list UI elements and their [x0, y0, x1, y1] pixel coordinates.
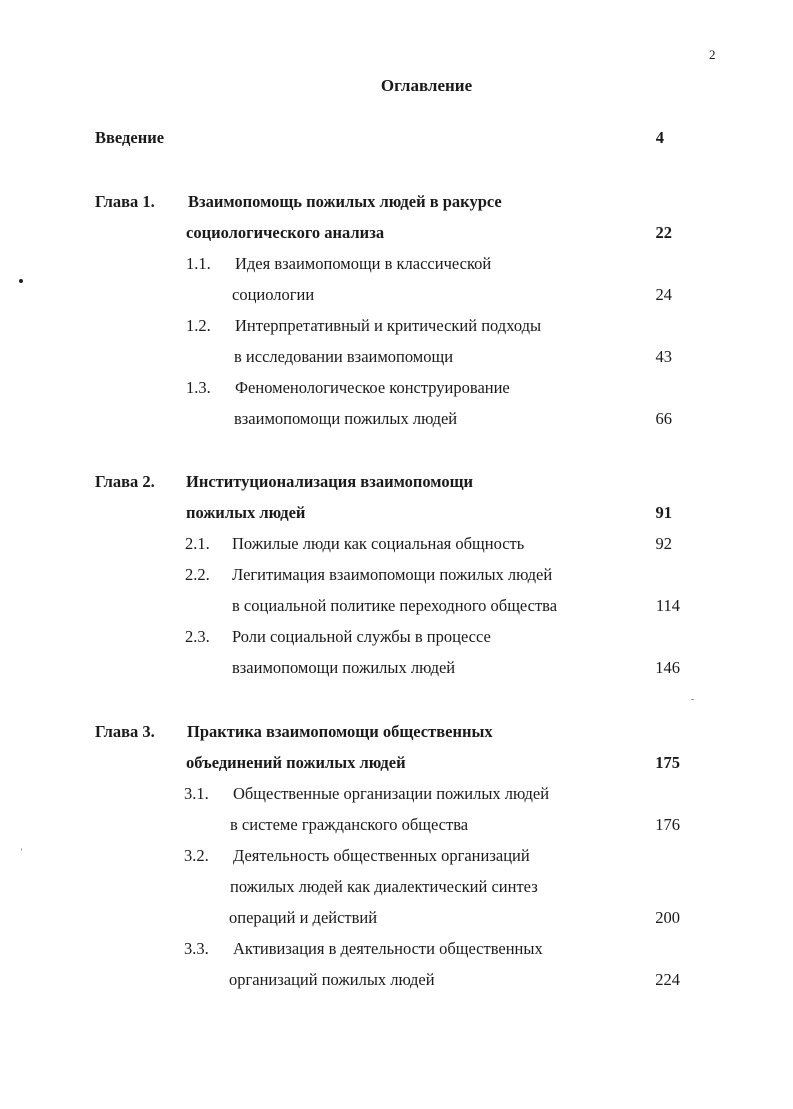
- toc-intro-page: 4: [655, 128, 664, 147]
- section-page: 224: [655, 970, 680, 989]
- section-page: 146: [655, 658, 680, 677]
- section-number: 2.1.: [185, 534, 210, 553]
- chapter-label: Глава 3.: [95, 722, 155, 741]
- chapter-page: 91: [655, 503, 672, 522]
- section-line: в исследовании взаимопомощи: [234, 347, 454, 366]
- section-line: в системе гражданского общества: [230, 815, 469, 834]
- toc-intro-label: Введение: [95, 128, 165, 147]
- section-page: 24: [655, 285, 672, 304]
- section-page: 176: [655, 815, 680, 834]
- chapter-title-line: социологического анализа: [186, 223, 385, 242]
- section-page: 43: [655, 347, 672, 366]
- chapter-page: 175: [655, 753, 680, 772]
- chapter-title-line: объединений пожилых людей: [186, 753, 406, 772]
- section-number: 3.1.: [184, 784, 209, 803]
- chapter-page: 22: [655, 223, 672, 242]
- section-line: Идея взаимопомощи в классической: [235, 254, 492, 273]
- section-line: Роли социальной службы в процессе: [232, 627, 491, 646]
- section-line: организаций пожилых людей: [229, 970, 435, 989]
- chapter-label: Глава 2.: [95, 472, 155, 491]
- section-line: Легитимация взаимопомощи пожилых людей: [232, 565, 553, 584]
- chapter-label: Глава 1.: [95, 192, 155, 211]
- section-page: 66: [655, 409, 672, 428]
- section-line: Интерпретативный и критический подходы: [235, 316, 542, 335]
- section-page: 92: [655, 534, 672, 553]
- chapter-title-line: пожилых людей: [186, 503, 306, 522]
- scan-speck: [691, 699, 694, 700]
- section-number: 2.2.: [185, 565, 210, 584]
- chapter-title-line: Практика взаимопомощи общественных: [187, 722, 493, 741]
- section-page: 114: [655, 596, 680, 615]
- section-number: 2.3.: [185, 627, 210, 646]
- page-number: 2: [709, 47, 716, 62]
- scan-speck: [21, 848, 22, 851]
- section-line: операций и действий: [229, 908, 378, 927]
- chapter-title-line: Институционализация взаимопомощи: [186, 472, 474, 491]
- section-line: Деятельность общественных организаций: [233, 846, 530, 865]
- section-number: 3.2.: [184, 846, 209, 865]
- section-line: взаимопомощи пожилых людей: [234, 409, 458, 428]
- section-number: 1.2.: [186, 316, 211, 335]
- section-page: 200: [655, 908, 680, 927]
- section-line: Активизация в деятельности общественных: [233, 939, 543, 958]
- chapter-title-line: Взаимопомощь пожилых людей в ракурсе: [188, 192, 502, 211]
- section-line: Пожилые люди как социальная общность: [232, 534, 525, 553]
- section-line: пожилых людей как диалектический синтез: [230, 877, 538, 896]
- section-line: взаимопомощи пожилых людей: [232, 658, 456, 677]
- section-line: Феноменологическое конструирование: [235, 378, 510, 397]
- section-line: Общественные организации пожилых людей: [233, 784, 550, 803]
- section-number: 1.3.: [186, 378, 211, 397]
- section-number: 1.1.: [186, 254, 211, 273]
- section-number: 3.3.: [184, 939, 209, 958]
- section-line: в социальной политике переходного общества: [232, 596, 558, 615]
- scan-speck: [19, 279, 23, 283]
- section-line: социологии: [232, 285, 315, 304]
- toc-title: Оглавление: [380, 76, 473, 95]
